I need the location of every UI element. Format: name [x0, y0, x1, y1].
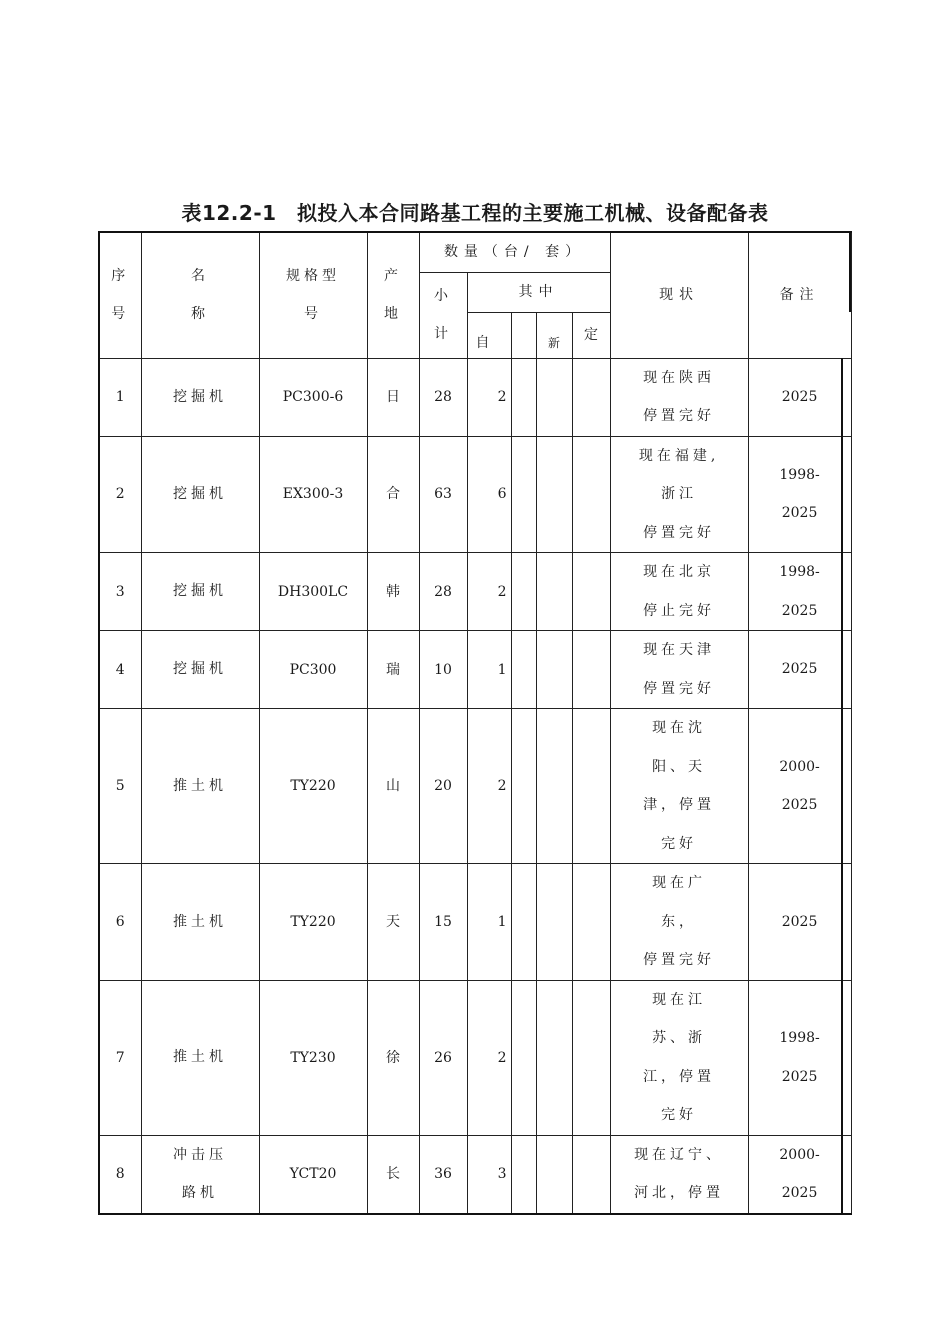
- cell-seq: 8: [99, 1135, 141, 1214]
- cell-subtotal: 20: [419, 709, 467, 864]
- cell-new: [536, 709, 572, 864]
- cell-fixed: [572, 864, 610, 981]
- cell-remark: 2025: [748, 631, 851, 709]
- header-quantity: 数量（台/ 套）: [419, 232, 610, 272]
- header-name: 名 称: [141, 232, 259, 358]
- equipment-table: [98, 231, 852, 1215]
- cell-seq: 1: [99, 358, 141, 436]
- cell-status: 现在辽宁、 河北，停置: [610, 1135, 748, 1214]
- cell-origin: 合: [367, 436, 419, 553]
- cell-blank: [511, 631, 536, 709]
- cell-name: 冲击压 路机: [141, 1135, 259, 1214]
- cell-origin: 瑞: [367, 631, 419, 709]
- cell-subtotal: 26: [419, 980, 467, 1135]
- cell-name: 挖掘机: [141, 358, 259, 436]
- cell-status: 现在沈 阳、天 津，停置 完好: [610, 709, 748, 864]
- cell-new: [536, 1135, 572, 1214]
- header-blank: [511, 312, 536, 358]
- cell-remark: 2025: [748, 358, 851, 436]
- header-own: 自: [467, 312, 511, 358]
- cell-new: [536, 980, 572, 1135]
- cell-name: 推土机: [141, 709, 259, 864]
- cell-origin: 天: [367, 864, 419, 981]
- cell-blank: [511, 358, 536, 436]
- cell-fixed: [572, 980, 610, 1135]
- cell-name: 挖掘机: [141, 553, 259, 631]
- cell-status: 现在江 苏、浙 江，停置 完好: [610, 980, 748, 1135]
- cell-status: 现在福建, 浙江 停置完好: [610, 436, 748, 553]
- cell-model: TY220: [259, 864, 367, 981]
- cell-model: PC300-6: [259, 358, 367, 436]
- cell-new: [536, 553, 572, 631]
- cell-origin: 徐: [367, 980, 419, 1135]
- header-new: 新: [536, 312, 572, 358]
- cell-blank: [511, 864, 536, 981]
- table-right-border-top: [849, 231, 851, 312]
- cell-own: 1: [467, 864, 511, 981]
- cell-model: YCT20: [259, 1135, 367, 1214]
- table-row: [99, 980, 851, 1135]
- cell-remark: 2000- 2025: [748, 1135, 851, 1214]
- cell-model: TY230: [259, 980, 367, 1135]
- cell-origin: 长: [367, 1135, 419, 1214]
- cell-remark: 2000- 2025: [748, 709, 851, 864]
- cell-seq: 3: [99, 553, 141, 631]
- cell-own: 1: [467, 631, 511, 709]
- cell-status: 现在陕西 停置完好: [610, 358, 748, 436]
- table-row: [99, 864, 851, 981]
- cell-subtotal: 36: [419, 1135, 467, 1214]
- table-row: [99, 553, 851, 631]
- cell-new: [536, 631, 572, 709]
- cell-remark: 2025: [748, 864, 851, 981]
- cell-own: 2: [467, 980, 511, 1135]
- table-row: [99, 631, 851, 709]
- cell-remark: 1998- 2025: [748, 553, 851, 631]
- header-seq: 序 号: [99, 232, 141, 358]
- header-model: 规格型 号: [259, 232, 367, 358]
- cell-model: PC300: [259, 631, 367, 709]
- table-row: [99, 709, 851, 864]
- cell-seq: 6: [99, 864, 141, 981]
- cell-seq: 4: [99, 631, 141, 709]
- cell-name: 推土机: [141, 864, 259, 981]
- cell-new: [536, 436, 572, 553]
- cell-own: 6: [467, 436, 511, 553]
- cell-fixed: [572, 709, 610, 864]
- cell-name: 挖掘机: [141, 631, 259, 709]
- cell-fixed: [572, 1135, 610, 1214]
- cell-fixed: [572, 436, 610, 553]
- cell-fixed: [572, 631, 610, 709]
- cell-status: 现在北京 停止完好: [610, 553, 748, 631]
- cell-seq: 7: [99, 980, 141, 1135]
- table-row: [99, 1135, 851, 1214]
- cell-blank: [511, 436, 536, 553]
- cell-origin: 山: [367, 709, 419, 864]
- cell-own: 2: [467, 358, 511, 436]
- cell-status: 现在天津 停置完好: [610, 631, 748, 709]
- header-status: 现状: [610, 232, 748, 358]
- cell-new: [536, 358, 572, 436]
- cell-status: 现在广 东， 停置完好: [610, 864, 748, 981]
- cell-own: 2: [467, 709, 511, 864]
- cell-subtotal: 63: [419, 436, 467, 553]
- cell-subtotal: 15: [419, 864, 467, 981]
- cell-model: EX300-3: [259, 436, 367, 553]
- cell-fixed: [572, 358, 610, 436]
- cell-blank: [511, 980, 536, 1135]
- cell-name: 挖掘机: [141, 436, 259, 553]
- cell-origin: 日: [367, 358, 419, 436]
- cell-remark: 1998- 2025: [748, 980, 851, 1135]
- cell-seq: 2: [99, 436, 141, 553]
- cell-subtotal: 28: [419, 553, 467, 631]
- cell-origin: 韩: [367, 553, 419, 631]
- cell-model: TY220: [259, 709, 367, 864]
- cell-own: 2: [467, 553, 511, 631]
- header-origin: 产 地: [367, 232, 419, 358]
- cell-blank: [511, 553, 536, 631]
- cell-fixed: [572, 553, 610, 631]
- table-right-border-body: [841, 358, 843, 1213]
- table-title: 表12.2-1 拟投入本合同路基工程的主要施工机械、设备配备表: [181, 201, 769, 225]
- table-row: [99, 358, 851, 436]
- cell-model: DH300LC: [259, 553, 367, 631]
- cell-seq: 5: [99, 709, 141, 864]
- cell-remark: 1998- 2025: [748, 436, 851, 553]
- cell-subtotal: 10: [419, 631, 467, 709]
- cell-name: 推土机: [141, 980, 259, 1135]
- cell-own: 3: [467, 1135, 511, 1214]
- cell-blank: [511, 1135, 536, 1214]
- header-subtotal: 小 计: [419, 272, 467, 358]
- header-fixed: 定: [572, 312, 610, 358]
- header-remark: 备注: [748, 232, 851, 358]
- cell-blank: [511, 709, 536, 864]
- table-row: [99, 436, 851, 553]
- cell-subtotal: 28: [419, 358, 467, 436]
- header-of-which: 其中: [467, 272, 610, 312]
- cell-new: [536, 864, 572, 981]
